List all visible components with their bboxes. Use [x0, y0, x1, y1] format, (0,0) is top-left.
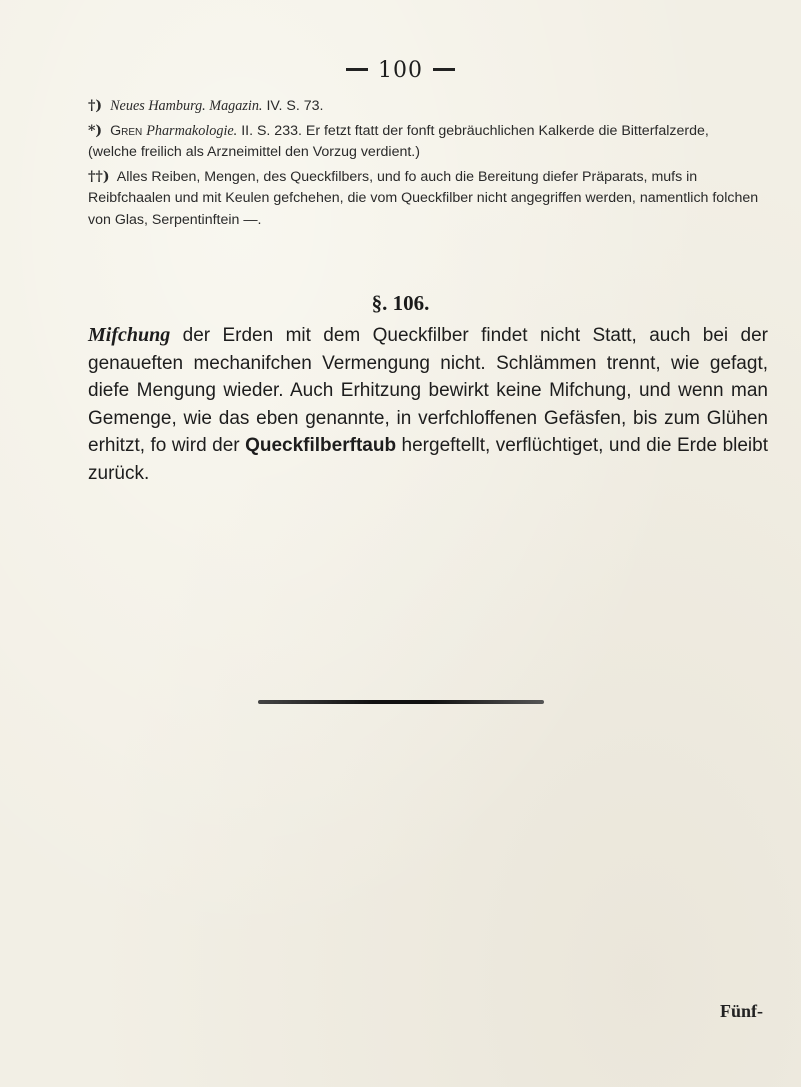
footnote-text: II. S. 233. Er fetzt ftatt der fonft gebräuchlichen Kalkerde die Bitterfalzerde, (welche freilich als Arzneimittel den Vorzug verdient.) [88, 122, 709, 160]
catchword: Fünf- [719, 1001, 763, 1021]
footnote-mark: *) [88, 122, 103, 139]
section-body [88, 322, 768, 487]
footnotes [88, 96, 760, 234]
footnote-author: Gren [110, 122, 143, 139]
left-dash [346, 68, 368, 71]
footnote-mark: ††) [88, 168, 110, 185]
footnote-3 [88, 167, 760, 232]
section-text-part2: hergeftellt, verflüchtiget, und die Erde bleibt zurück. [88, 435, 768, 484]
right-dash [433, 68, 455, 71]
section-lead-word: Mifchung [88, 324, 171, 346]
footnote-1 [88, 96, 760, 118]
footnote-title: Pharmakologie. [146, 122, 238, 139]
footnote-text: Alles Reiben, Mengen, des Queckfilbers, und fo auch die Bereitung diefer Präparats, mufs in Reibfchaalen und mit Keulen gefchehen, die vom Queckfilber nicht angegriffen werden, namentlich folchen von Glas, Serpentinftein —. [88, 168, 759, 228]
section-heading: §. 106. [371, 291, 430, 315]
section-divider-rule [258, 700, 544, 704]
section-bold-term: Queckfilberftaub [245, 435, 397, 456]
footnote-text: IV. S. 73. [266, 98, 324, 114]
footnote-mark: †) [88, 98, 103, 114]
section-text-part1: der Erden mit dem Queckfilber findet nicht Statt, auch bei der genaueften mechanifchen Vermengung nicht. Schlämmen trennt, wie gefagt, diefe Mengung wieder. Auch Erhitzung bewirkt keine Mifchung, und wenn man Gemenge, wie das eben genannte, in verfchloffenen Gefäsfen, bis zum Glühen erhitzt, fo wird der [88, 325, 768, 456]
footnote-2 [88, 121, 760, 164]
footnote-title: Neues Hamburg. Magazin. [110, 98, 263, 114]
running-head [0, 58, 801, 83]
page-number: 100 [378, 58, 423, 83]
